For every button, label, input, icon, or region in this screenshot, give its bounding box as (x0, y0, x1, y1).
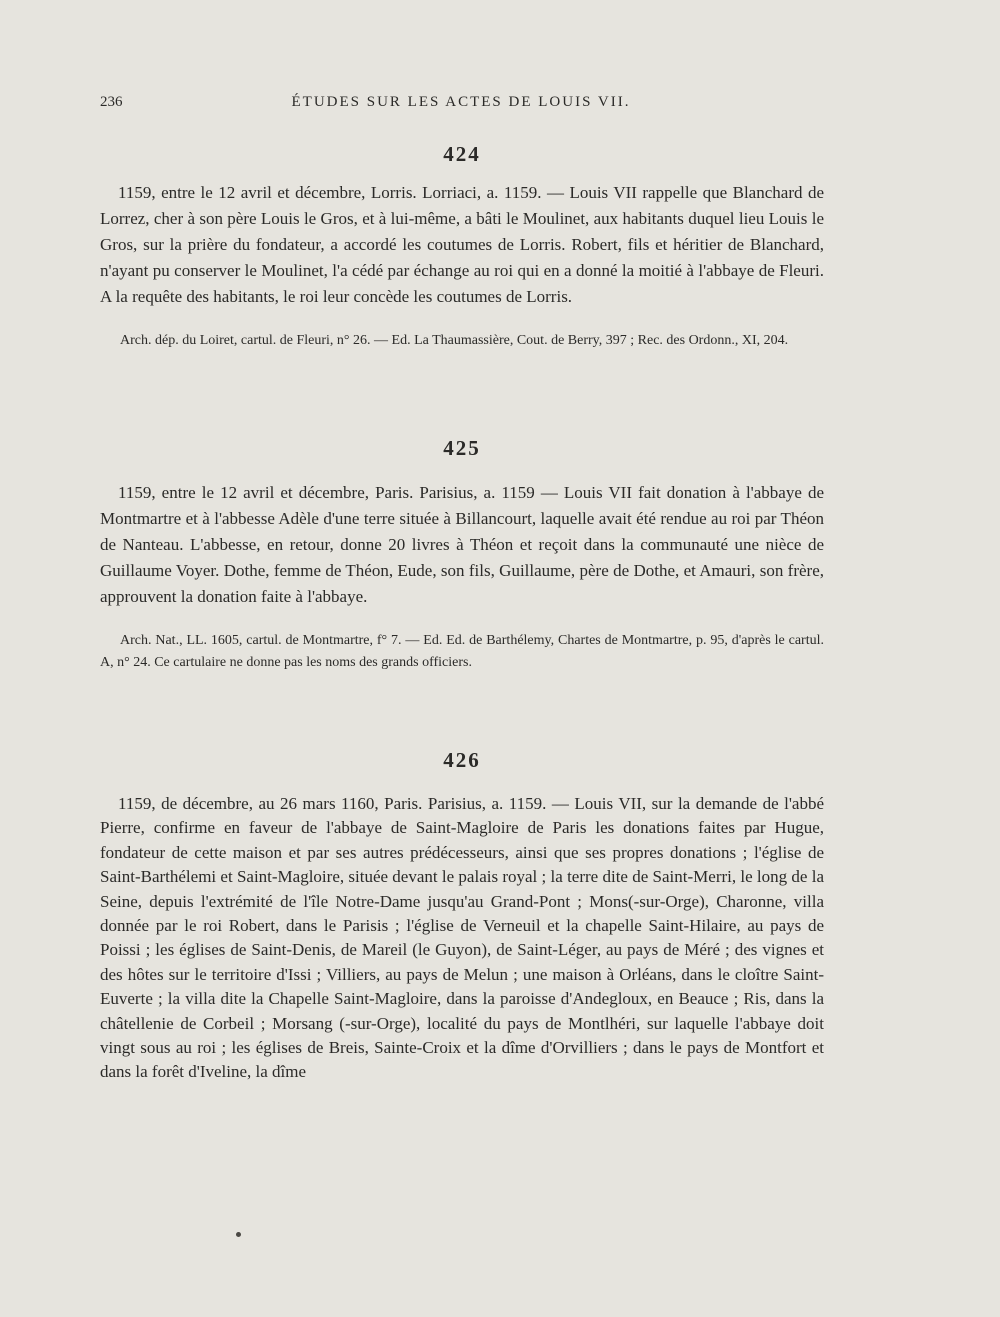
entry-number: 425 (443, 436, 481, 460)
page-number: 236 (100, 94, 123, 110)
running-title: ÉTUDES SUR LES ACTES DE LOUIS VII. (291, 94, 631, 110)
entry-426 (100, 748, 824, 1085)
entry-body: 1159, entre le 12 avril et décembre, Paris. Parisius, a. 1159 — Louis VII fait donation à l'abbaye de Montmartre et à l'abbesse Adèle d'une terre située à Billancourt, laquelle avait été rendue au roi par Théon de Nanteau. L'abbesse, en retour, donne 20 livres à Théon et reçoit dans la communauté une nièce de Guillaume Voyer. Dothe, femme de Théon, Eude, son fils, Guillaume, père de Dothe, et Amauri, son frère, approuvent la donation faite à l'abbaye. (100, 483, 824, 606)
entry-number: 424 (443, 142, 481, 166)
entry-number: 426 (443, 748, 481, 772)
entry-source: Arch. Nat., LL. 1605, cartul. de Montmartre, f° 7. — Ed. Ed. de Barthélemy, Chartes de Montmartre, p. 95, d'après le cartul. A, n° 24. Ce cartulaire ne donne pas les noms des grands officiers. (100, 633, 824, 670)
entry-425 (100, 436, 824, 674)
entry-body: 1159, entre le 12 avril et décembre, Lorris. Lorriaci, a. 1159. — Louis VII rappelle que Blanchard de Lorrez, cher à son père Louis le Gros, et à lui-même, a bâti le Moulinet, aux habitants duquel lieu Louis le Gros, sur la prière du fondateur, a accordé les coutumes de Lorris. Robert, fils et héritier de Blanchard, n'ayant pu conserver le Moulinet, l'a cédé par échange au roi qui en a donné la moitié à l'abbaye de Fleuri. A la requête des habitants, le roi leur concède les coutumes de Lorris. (100, 183, 824, 306)
entry-body: 1159, de décembre, au 26 mars 1160, Paris. Parisius, a. 1159. — Louis VII, sur la demande de l'abbé Pierre, confirme en faveur de l'abbaye de Saint-Magloire de Paris les donations faites par Hugue, fondateur de cette maison et par ses autres prédécesseurs, ainsi que ses propres donations ; l'église de Saint-Barthélemi et Saint-Magloire, située devant le palais royal ; la terre dite de Saint-Merri, le long de la Seine, depuis l'extrémité de l'île Notre-Dame jusqu'au Grand-Pont ; Mons(-sur-Orge), Charonne, villa donnée par le roi Robert, dans le Parisis ; l'église de Verneuil et la chapelle Saint-Hilaire, au pays de Poissi ; les églises de Saint-Denis, de Mareil (le Guyon), de Saint-Léger, au pays de Méré ; des vignes et des hôtes sur le territoire d'Issi ; Villiers, au pays de Melun ; une maison à Orléans, dans le cloître Saint-Euverte ; la villa dite la Chapelle Saint-Magloire, dans la paroisse d'Andegloux, en Beauce ; Ris, dans la châtellenie de Corbeil ; Morsang (-sur-Orge), localité du pays de Montlhéri, sur laquelle l'abbaye doit vingt sous au roi ; les églises de Breis, Sainte-Croix et la dîme d'Orvilliers ; dans le pays de Montfort et dans la forêt d'Iveline, la dîme (100, 794, 824, 1082)
entry-source: Arch. dép. du Loiret, cartul. de Fleuri, n° 26. — Ed. La Thaumassière, Cout. de Berry, 397 ; Rec. des Ordonn., XI, 204. (120, 333, 789, 348)
ink-speck (236, 1232, 241, 1237)
page-header (100, 94, 822, 118)
entry-424 (100, 142, 824, 352)
